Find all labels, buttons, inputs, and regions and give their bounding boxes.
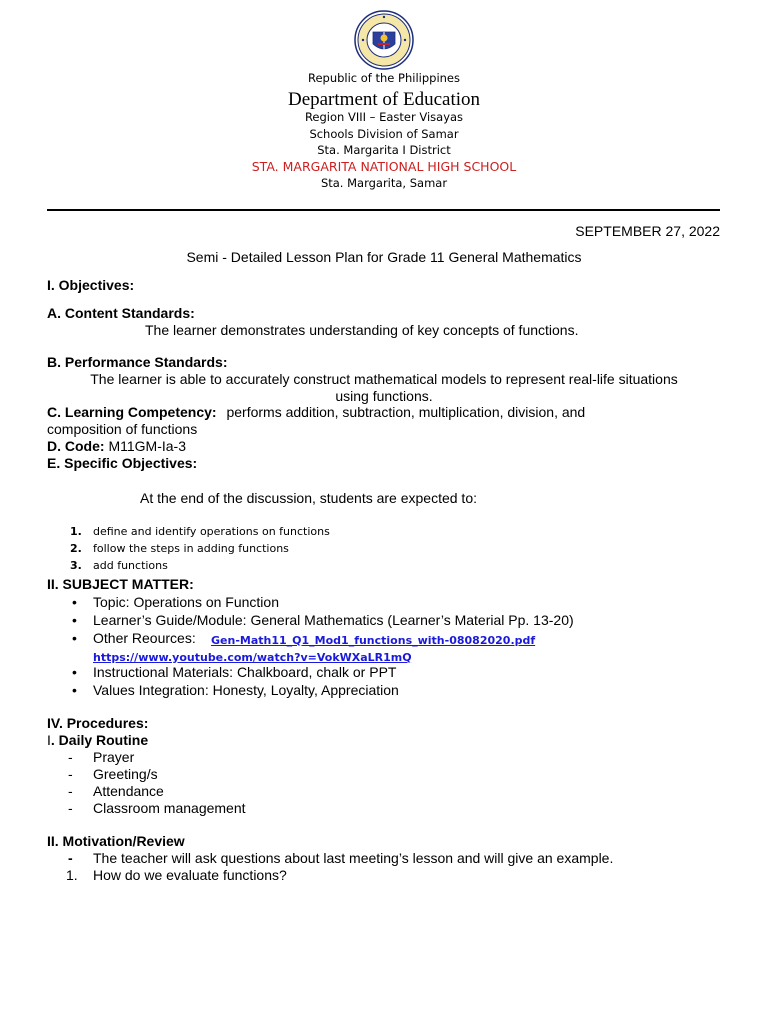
region-line: Region VIII – Easter Visayas <box>304 110 464 124</box>
list-number: 1. <box>70 525 82 538</box>
district-line: Sta. Margarita I District <box>317 143 451 157</box>
list-number: 3. <box>70 559 82 572</box>
code-value: M11GM-Ia-3 <box>108 438 186 454</box>
dash-marker: - <box>68 749 73 765</box>
performance-standards-heading: B. Performance Standards: <box>47 354 228 370</box>
guide-text: Learner’s Guide/Module: General Mathematics (Learner’s Material Pp. 13-20) <box>93 612 574 628</box>
materials-text: Instructional Materials: Chalkboard, chalk or PPT <box>93 664 397 680</box>
bullet-icon: • <box>72 594 77 610</box>
other-resources-label: Other Reources: <box>93 630 196 646</box>
code-line <box>47 438 186 455</box>
list-item <box>70 542 289 555</box>
list-item <box>70 559 168 572</box>
lesson-title: Semi - Detailed Lesson Plan for Grade 11 General Mathematics <box>186 249 582 265</box>
routine-text: Prayer <box>93 749 135 765</box>
learning-competency-text-2: composition of functions <box>47 421 198 437</box>
content-standards-text: The learner demonstrates understanding of key concepts of functions. <box>145 322 579 338</box>
objectives-heading: I. Objectives: <box>47 277 135 293</box>
list-text: follow the steps in adding functions <box>93 542 289 555</box>
routine-text: Greeting/s <box>93 766 158 782</box>
bullet-icon: • <box>72 612 77 628</box>
list-text: add functions <box>93 559 168 572</box>
list-text: define and identify operations on functions <box>93 525 330 538</box>
daily-routine-num: I <box>47 732 51 748</box>
dash-marker: - <box>68 766 73 782</box>
division-line: Schools Division of Samar <box>309 127 459 141</box>
lesson-date: SEPTEMBER 27, 2022 <box>575 223 720 239</box>
specific-objectives-intro: At the end of the discussion, students are expected to: <box>140 490 477 506</box>
header-divider <box>47 209 720 211</box>
performance-standards-text-2: using functions. <box>335 388 433 404</box>
code-label: D. Code: <box>47 438 105 454</box>
subject-matter-heading: II. SUBJECT MATTER: <box>47 576 194 592</box>
values-text: Values Integration: Honesty, Loyalty, Appreciation <box>93 682 399 698</box>
routine-text: Classroom management <box>93 800 246 816</box>
resource-pdf-link[interactable]: Gen-Math11_Q1_Mod1_functions_with-08082020.pdf <box>211 634 536 647</box>
question-text: How do we evaluate functions? <box>93 867 287 883</box>
daily-routine-heading <box>47 732 148 749</box>
learning-competency-text-1: performs addition, subtraction, multiplication, division, and <box>226 404 586 420</box>
routine-text: Attendance <box>93 783 164 799</box>
daily-routine-title: . Daily Routine <box>50 732 149 748</box>
school-address: Sta. Margarita, Samar <box>320 176 448 190</box>
school-name: STA. MARGARITA NATIONAL HIGH SCHOOL <box>251 159 517 174</box>
procedures-heading: IV. Procedures: <box>47 715 149 731</box>
republic-line: Republic of the Philippines <box>307 71 461 85</box>
motivation-text: The teacher will ask questions about last meeting’s lesson and will give an example. <box>93 850 614 866</box>
topic-text: Topic: Operations on Function <box>93 594 279 610</box>
learning-competency <box>47 404 585 421</box>
dash-marker: - <box>68 850 73 866</box>
dash-marker: - <box>68 800 73 816</box>
learning-competency-heading: C. Learning Competency: <box>47 404 217 420</box>
question-number: 1. <box>66 867 78 883</box>
deped-seal <box>349 10 419 70</box>
list-number: 2. <box>70 542 82 555</box>
resource-video-link[interactable]: https://www.youtube.com/watch?v=VokWXaLR1mQ <box>93 651 412 664</box>
bullet-icon: • <box>72 682 77 698</box>
content-standards-heading: A. Content Standards: <box>47 305 195 321</box>
bullet-icon: • <box>72 664 77 680</box>
list-item <box>70 525 330 538</box>
motivation-heading: II. Motivation/Review <box>47 833 185 849</box>
performance-standards-text-1: The learner is able to accurately construct mathematical models to represent real-life situations <box>90 371 678 387</box>
specific-objectives-heading: E. Specific Objectives: <box>47 455 198 471</box>
dash-marker: - <box>68 783 73 799</box>
bullet-icon: • <box>72 630 77 646</box>
department-title: Department of Education <box>287 89 481 110</box>
